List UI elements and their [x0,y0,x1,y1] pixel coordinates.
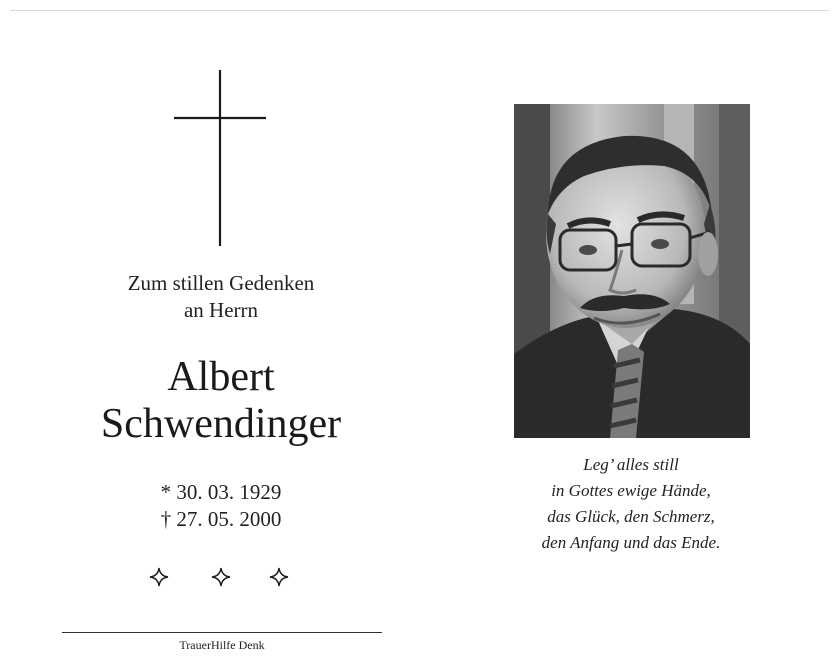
star-ornament-icon [210,566,232,588]
poem-line-3: das Glück, den Schmerz, [547,507,715,526]
birth-date: * 30. 03. 1929 [160,480,282,504]
ornament-row [148,566,294,588]
poem-line-1: Leg’ alles still [583,455,679,474]
publisher-credit: TrauerHilfe Denk [179,638,265,652]
cross-icon [170,70,270,246]
deceased-first-name: Albert [167,354,275,400]
poem-line-4: den Anfang und das Ende. [541,533,721,552]
death-date: † 27. 05. 2000 [160,507,282,531]
deceased-last-name: Schwendinger [100,401,342,447]
intro-line-1: Zum stillen Gedenken [127,271,315,295]
poem-line-2: in Gottes ewige Hände, [551,481,711,500]
footer-divider [62,632,382,633]
intro-line-2: an Herrn [183,298,259,322]
portrait-photo [514,104,750,438]
star-ornament-icon [268,566,290,588]
star-ornament-icon [148,566,170,588]
